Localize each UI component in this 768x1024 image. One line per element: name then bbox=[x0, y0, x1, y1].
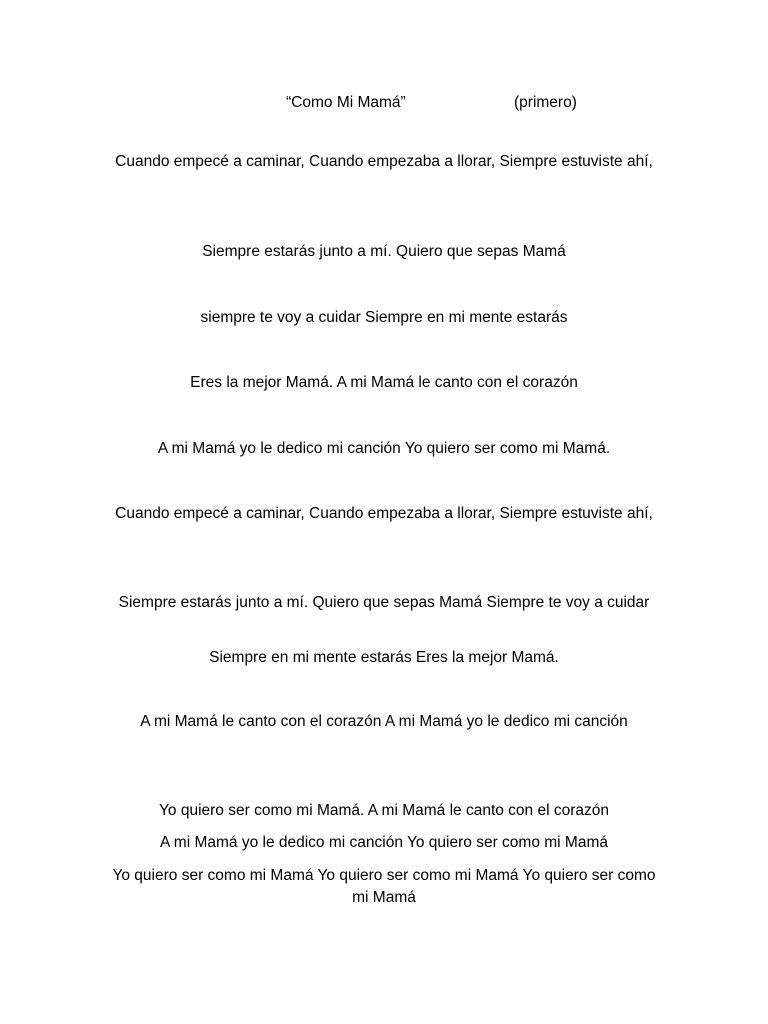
lyric-paragraph: Yo quiero ser como mi Mamá Yo quiero ser como mi Mamá Yo quiero ser como mi Mamá bbox=[112, 867, 656, 906]
lyric-paragraph: A mi Mamá yo le dedico mi canción Yo quiero ser como mi Mamá bbox=[160, 834, 608, 851]
lyric-paragraph: Cuando empecé a caminar, Cuando empezaba a llorar, Siempre estuviste ahí, bbox=[115, 153, 653, 170]
lyric-paragraph: Siempre estarás junto a mí. Quiero que sepas Mamá Siempre te voy a cuidar bbox=[118, 594, 650, 611]
lyric-paragraph: Siempre estarás junto a mí. Quiero que sepas Mamá bbox=[202, 243, 566, 260]
lyric-paragraph: A mi Mamá le canto con el corazón A mi Mamá yo le dedico mi canción bbox=[140, 713, 628, 730]
lyric-paragraph: siempre te voy a cuidar Siempre en mi mente estarás bbox=[200, 309, 568, 326]
lyric-paragraph: Yo quiero ser como mi Mamá. A mi Mamá le canto con el corazón bbox=[159, 802, 609, 819]
song-title: “Como Mi Mamá” bbox=[286, 94, 406, 111]
lyric-paragraph: Cuando empecé a caminar, Cuando empezaba a llorar, Siempre estuviste ahí, bbox=[115, 505, 653, 522]
lyric-paragraph: A mi Mamá yo le dedico mi canción Yo quiero ser como mi Mamá. bbox=[157, 440, 611, 457]
title-row bbox=[0, 92, 768, 114]
lyric-paragraph: Eres la mejor Mamá. A mi Mamá le canto con el corazón bbox=[190, 374, 578, 391]
lyric-paragraph: Siempre en mi mente estarás Eres la mejor Mamá. bbox=[209, 649, 559, 666]
song-subtitle: (primero) bbox=[514, 94, 577, 111]
